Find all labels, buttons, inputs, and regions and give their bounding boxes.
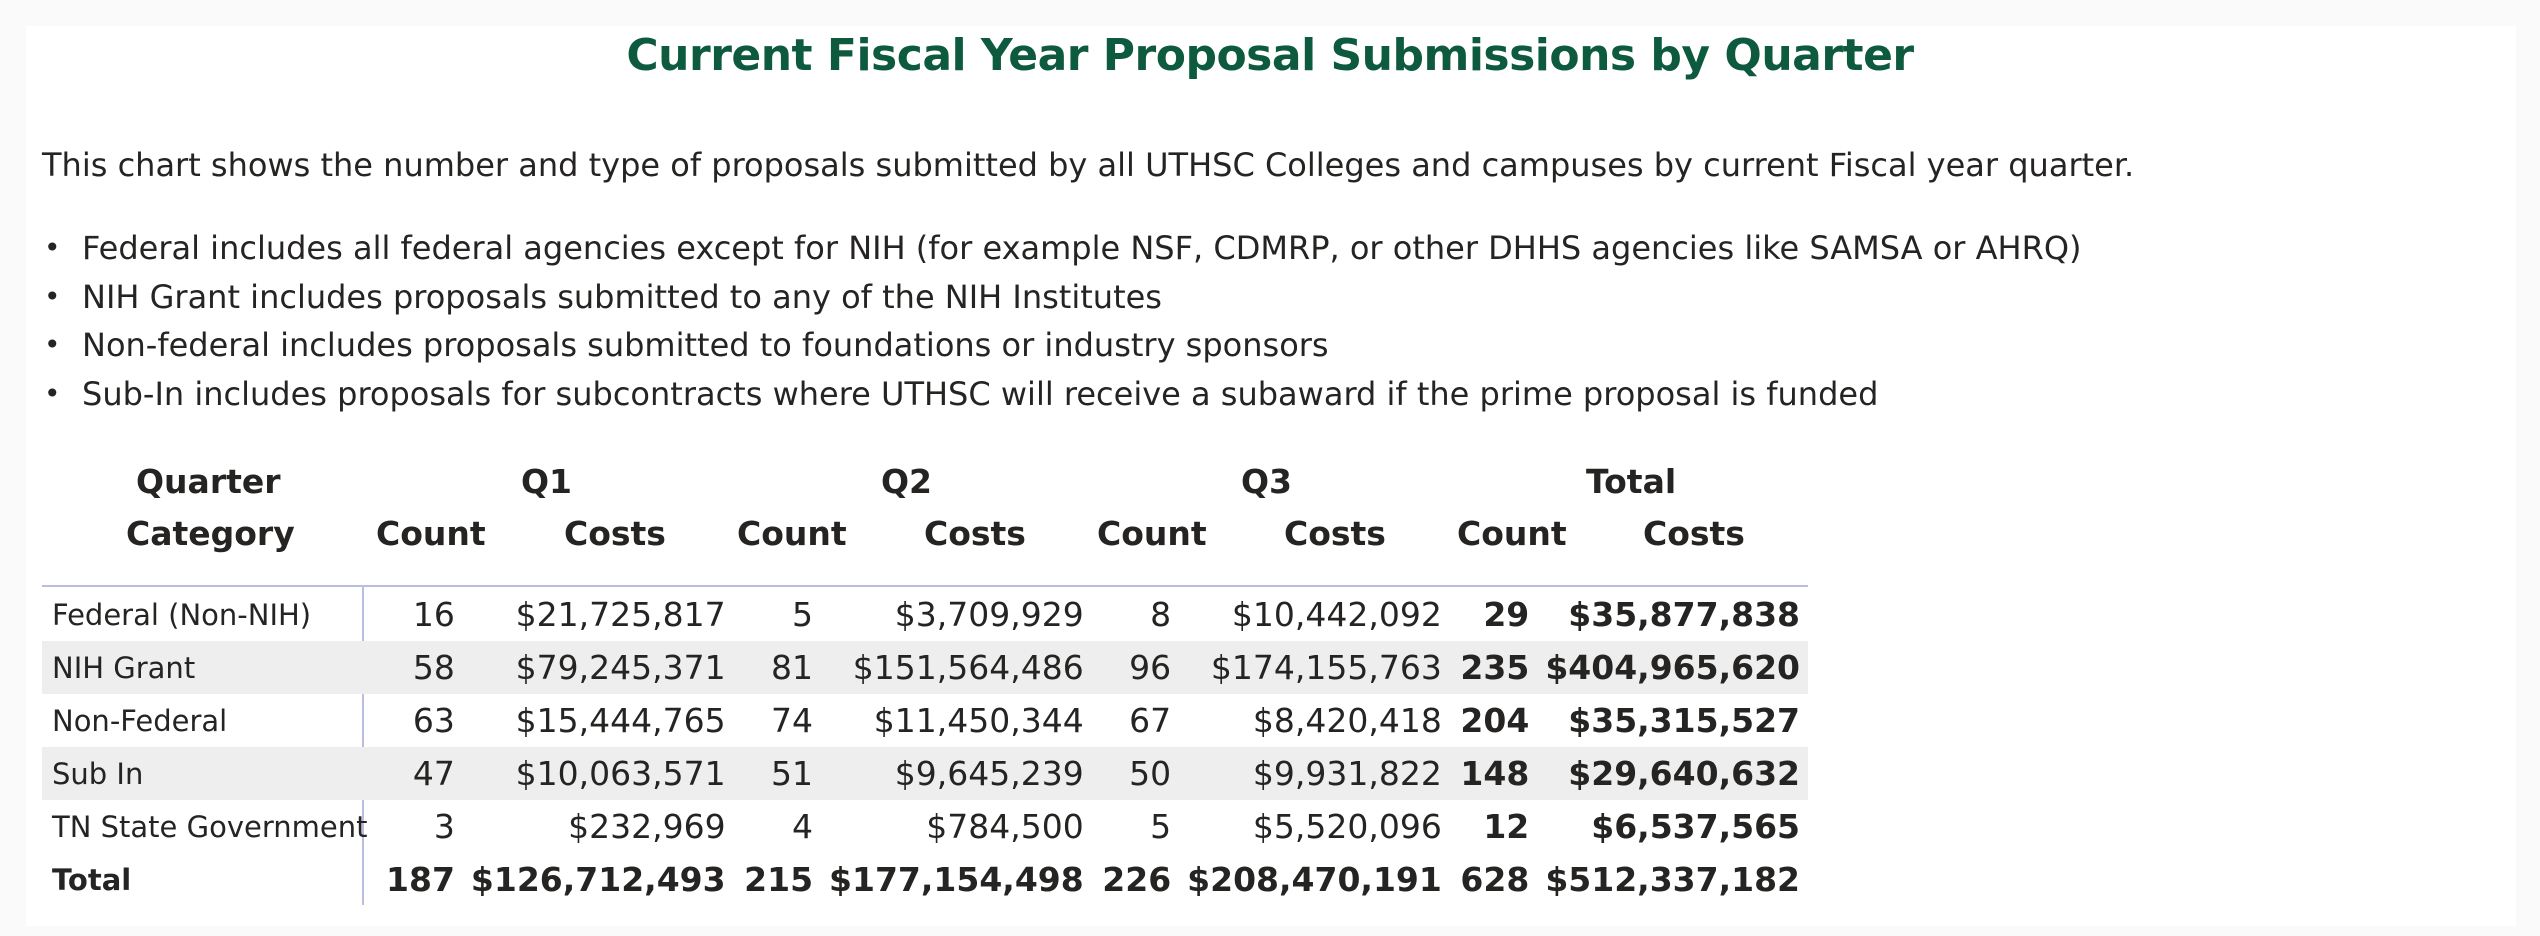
cell-count: 47 <box>375 747 462 800</box>
cell-costs: $151,564,486 <box>821 641 1092 694</box>
row-label: Non-Federal <box>52 703 228 738</box>
list-item: • NIH Grant includes proposals submitted to any of the NIH Institutes <box>42 273 2081 322</box>
total-row[interactable] <box>42 853 1808 906</box>
column-header-count[interactable]: Count <box>1457 514 1567 553</box>
column-header-costs[interactable]: Costs <box>924 514 1026 553</box>
cell-count: 16 <box>412 595 455 634</box>
cell-total-costs: $6,537,565 <box>1591 807 1800 846</box>
bullet-icon: • <box>44 328 61 361</box>
cell-count: 187 <box>386 860 455 899</box>
cell-count: 74 <box>771 701 814 740</box>
cell-count: 58 <box>375 641 462 694</box>
cell-count: 4 <box>792 807 814 846</box>
cell-total-count: 204 <box>1460 701 1530 740</box>
table-row[interactable] <box>42 694 1808 747</box>
row-label: TN State Government <box>52 809 368 844</box>
list-item: • Non-federal includes proposals submitted to foundations or industry sponsors <box>42 321 2081 370</box>
column-header-q1[interactable]: Q1 <box>521 462 573 501</box>
row-header-quarter[interactable]: Quarter <box>136 462 281 501</box>
cell-total-count: 12 <box>1483 807 1530 846</box>
cell-costs: $11,450,344 <box>873 701 1084 740</box>
cell-costs: $9,645,239 <box>821 747 1092 800</box>
cell-costs: $15,444,765 <box>515 701 726 740</box>
bullet-icon: • <box>44 231 61 264</box>
bullet-icon: • <box>44 279 61 313</box>
column-header-costs[interactable]: Costs <box>1643 514 1745 553</box>
row-label: Federal (Non-NIH) <box>52 597 312 632</box>
page-title: Current Fiscal Year Proposal Submissions by Quarter <box>626 30 1914 81</box>
cell-costs: $232,969 <box>568 807 726 846</box>
cell-costs: $21,725,817 <box>515 595 726 634</box>
cell-costs: $10,063,571 <box>463 747 734 800</box>
column-header-costs[interactable]: Costs <box>564 514 666 553</box>
cell-count: 63 <box>412 701 455 740</box>
row-header-category[interactable]: Category <box>126 514 295 553</box>
bullet-icon: • <box>44 376 61 410</box>
cell-costs: $126,712,493 <box>470 860 726 899</box>
cell-costs: $79,245,371 <box>463 641 734 694</box>
column-header-q2[interactable]: Q2 <box>881 462 933 501</box>
definitions-list <box>42 224 2081 418</box>
cell-total-count: 29 <box>1483 595 1530 634</box>
header-divider <box>42 585 1808 587</box>
cell-total-costs: $35,877,838 <box>1568 595 1800 634</box>
list-item: • Federal includes all federal agencies except for NIH (for example NSF, CDMRP, or other DHHS agencies like SAMSA or AHRQ) <box>42 224 2081 273</box>
column-header-count[interactable]: Count <box>737 514 847 553</box>
cell-total-count: 235 <box>1450 641 1537 694</box>
cell-count: 5 <box>1150 807 1172 846</box>
cell-costs: $9,931,822 <box>1179 747 1450 800</box>
cell-costs: $784,500 <box>926 807 1084 846</box>
cell-total-count: 628 <box>1460 860 1530 899</box>
cell-count: 67 <box>1129 701 1172 740</box>
row-label: Sub In <box>42 747 375 800</box>
table-row[interactable] <box>42 800 1808 853</box>
column-header-count[interactable]: Count <box>1097 514 1207 553</box>
cell-total-costs: $35,315,527 <box>1568 701 1800 740</box>
cell-count: 51 <box>734 747 821 800</box>
cell-count: 5 <box>792 595 814 634</box>
cell-count: 50 <box>1092 747 1179 800</box>
cell-costs: $177,154,498 <box>829 860 1084 899</box>
table-row[interactable] <box>42 588 1808 641</box>
cell-costs: $208,470,191 <box>1187 860 1442 899</box>
table-row[interactable] <box>42 641 1808 694</box>
column-header-q3[interactable]: Q3 <box>1241 462 1293 501</box>
cell-costs: $8,420,418 <box>1252 701 1442 740</box>
cell-costs: $174,155,763 <box>1179 641 1450 694</box>
submissions-matrix <box>42 462 1808 899</box>
cell-total-costs: $404,965,620 <box>1537 641 1808 694</box>
chart-description: This chart shows the number and type of proposals submitted by all UTHSC Colleges and campuses by current Fiscal year quarter. <box>42 146 2135 184</box>
cell-costs: $5,520,096 <box>1252 807 1442 846</box>
cell-total-costs: $29,640,632 <box>1537 747 1808 800</box>
matrix-measure-header-row <box>42 514 1808 566</box>
column-header-count[interactable]: Count <box>376 514 486 553</box>
cell-total-costs: $512,337,182 <box>1545 860 1800 899</box>
cell-count: 8 <box>1150 595 1172 634</box>
column-header-total[interactable]: Total <box>1586 462 1677 501</box>
row-label-total: Total <box>52 862 132 897</box>
matrix-body <box>42 588 1808 906</box>
matrix-quarter-header-row <box>42 462 1808 514</box>
cell-count: 226 <box>1102 860 1172 899</box>
cell-count: 96 <box>1092 641 1179 694</box>
row-label: NIH Grant <box>42 641 375 694</box>
cell-count: 81 <box>734 641 821 694</box>
cell-costs: $3,709,929 <box>894 595 1084 634</box>
column-header-costs[interactable]: Costs <box>1284 514 1386 553</box>
cell-count: 3 <box>433 807 455 846</box>
cell-total-count: 148 <box>1450 747 1537 800</box>
cell-count: 215 <box>744 860 814 899</box>
table-row[interactable] <box>42 747 1808 800</box>
list-item: • Sub-In includes proposals for subcontracts where UTHSC will receive a subaward if the prime proposal is funded <box>42 370 2081 419</box>
cell-costs: $10,442,092 <box>1231 595 1442 634</box>
